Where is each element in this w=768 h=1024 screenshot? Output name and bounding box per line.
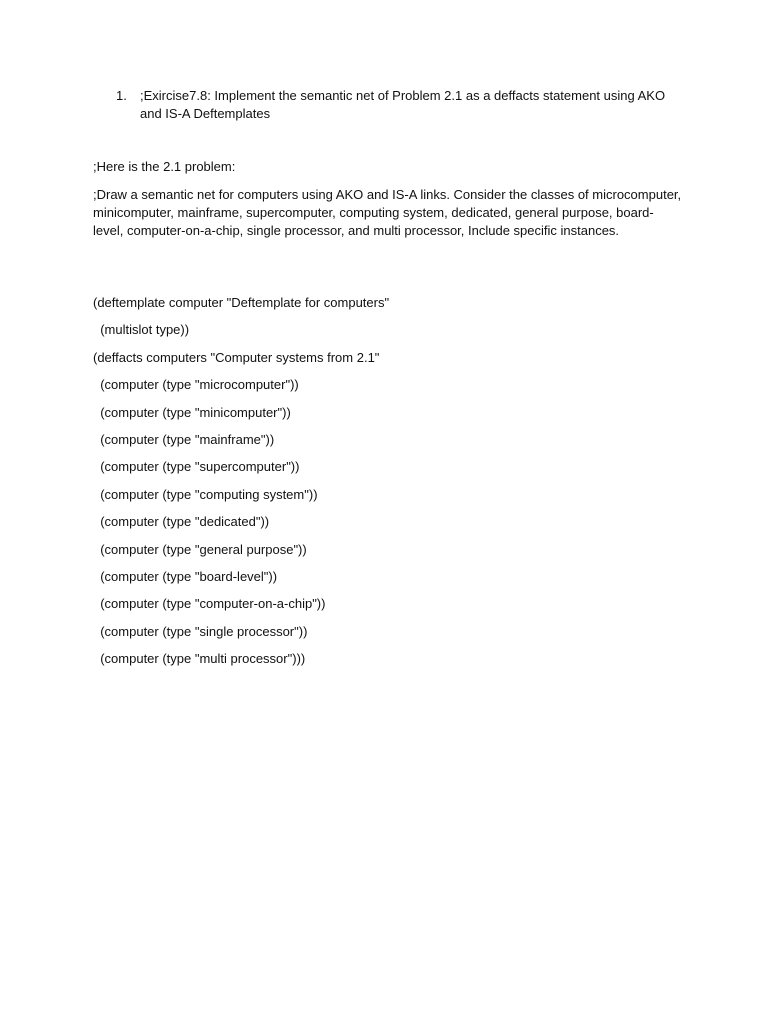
problem-body: ;Draw a semantic net for computers using AKO and IS-A links. Consider the classes of microcomputer, minicomputer, mainframe, supercomputer, computing system, dedicated, general purpose, board-level, computer-on-a-chip, single processor, and multi processor, Include specific instances. <box>93 187 682 238</box>
exercise-text: ;Exircise7.8: Implement the semantic net of Problem 2.1 as a deffacts statement using AKO and IS-A Deftemplates <box>140 88 666 121</box>
code-line: (computer (type "general purpose")) <box>93 541 307 557</box>
code-line: (computer (type "mainframe")) <box>93 432 275 447</box>
code-line: (computer (type "board-level")) <box>93 569 278 584</box>
code-line: (deftemplate computer "Deftemplate for computers" <box>93 295 390 310</box>
code-line: (computer (type "dedicated")) <box>93 514 270 530</box>
code-line: (multislot type)) <box>93 322 190 338</box>
list-number: 1. <box>116 88 127 103</box>
code-line: (computer (type "minicomputer")) <box>93 404 291 420</box>
code-line: (computer (type "multi processor"))) <box>93 651 306 667</box>
code-line: (computer (type "supercomputer")) <box>93 459 300 475</box>
code-line: (deffacts computers "Computer systems from 2.1" <box>93 349 380 365</box>
problem-heading: ;Here is the 2.1 problem: <box>93 159 236 174</box>
code-line: (computer (type "computing system")) <box>93 486 318 502</box>
code-line: (computer (type "microcomputer")) <box>93 377 299 393</box>
code-line: (computer (type "single processor")) <box>93 623 308 639</box>
code-line: (computer (type "computer-on-a-chip")) <box>93 596 326 612</box>
